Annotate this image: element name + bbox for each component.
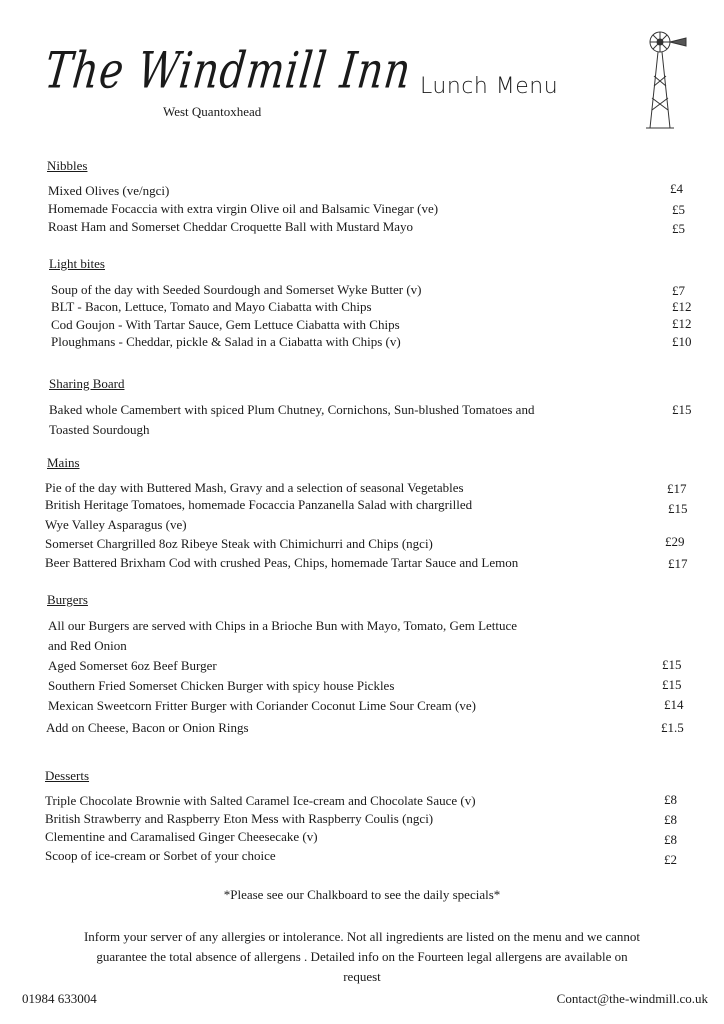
menu-price: £1.5 bbox=[661, 720, 684, 735]
menu-price: £17 bbox=[667, 481, 687, 496]
menu-title: Lunch Menu bbox=[420, 74, 559, 99]
menu-item: BLT - Bacon, Lettuce, Tomato and Mayo Ciabatta with Chips bbox=[51, 299, 372, 314]
logo bbox=[38, 28, 415, 119]
menu-item: Homemade Focaccia with extra virgin Olive oil and Balsamic Vinegar (ve) bbox=[48, 201, 439, 216]
menu-item: Scoop of ice-cream or Sorbet of your choice bbox=[45, 848, 276, 863]
menu-item: Aged Somerset 6oz Beef Burger bbox=[48, 658, 217, 673]
windmill-icon bbox=[636, 26, 690, 130]
section-title-sharing: Sharing Board bbox=[49, 376, 125, 391]
menu-price: £17 bbox=[668, 556, 688, 571]
menu-price: £8 bbox=[664, 792, 677, 807]
menu-price: £12 bbox=[672, 299, 692, 314]
menu-item: Soup of the day with Seeded Sourdough and Somerset Wyke Butter (v) bbox=[51, 282, 422, 297]
menu-item: Triple Chocolate Brownie with Salted Caramel Ice-cream and Chocolate Sauce (v) bbox=[45, 793, 476, 808]
menu-item: Southern Fried Somerset Chicken Burger with spicy house Pickles bbox=[48, 678, 395, 693]
allergy-note-line2: guarantee the total absence of allergens . Detailed info on the Fourteen legal allergens are available on bbox=[96, 949, 628, 964]
menu-price: £5 bbox=[672, 202, 685, 217]
location-subtitle: West Quantoxhead bbox=[163, 104, 262, 119]
menu-price: £7 bbox=[672, 283, 685, 298]
specials-note: *Please see our Chalkboard to see the daily specials* bbox=[223, 887, 501, 902]
menu-item: British Heritage Tomatoes, homemade Focaccia Panzanella Salad with chargrilled bbox=[45, 497, 473, 512]
menu-item: Pie of the day with Buttered Mash, Gravy and a selection of seasonal Vegetables bbox=[45, 480, 464, 495]
menu-item: Somerset Chargrilled 8oz Ribeye Steak with Chimichurri and Chips (ngci) bbox=[45, 536, 433, 551]
menu-item: Cod Goujon - With Tartar Sauce, Gem Lettuce Ciabatta with Chips bbox=[51, 317, 400, 332]
section-title-mains: Mains bbox=[47, 455, 80, 470]
menu-item: Clementine and Caramalised Ginger Cheesecake (v) bbox=[45, 829, 318, 844]
logo-text: The Windmill Inn bbox=[41, 42, 415, 100]
section-title-nibbles: Nibbles bbox=[47, 158, 88, 173]
menu-price: £15 bbox=[662, 657, 682, 672]
menu-item-continued: Wye Valley Asparagus (ve) bbox=[45, 517, 187, 532]
menu-price: £8 bbox=[664, 812, 677, 827]
menu-price: £14 bbox=[664, 697, 684, 712]
menu-item: Baked whole Camembert with spiced Plum Chutney, Cornichons, Sun-blushed Tomatoes and bbox=[49, 402, 535, 417]
menu-price: £5 bbox=[672, 221, 685, 236]
menu-item: Mexican Sweetcorn Fritter Burger with Coriander Coconut Lime Sour Cream (ve) bbox=[48, 698, 476, 713]
menu-price: £4 bbox=[670, 181, 683, 196]
menu-item: Ploughmans - Cheddar, pickle & Salad in a Ciabatta with Chips (v) bbox=[51, 334, 401, 349]
menu-price: £15 bbox=[672, 402, 692, 417]
phone-number: 01984 633004 bbox=[22, 991, 97, 1006]
section-title-desserts: Desserts bbox=[45, 768, 90, 783]
menu-price: £8 bbox=[664, 832, 677, 847]
menu-item: Roast Ham and Somerset Cheddar Croquette Ball with Mustard Mayo bbox=[48, 219, 414, 234]
allergy-note-line3: request bbox=[343, 969, 381, 984]
section-title-light-bites: Light bites bbox=[49, 256, 105, 271]
menu-price: £15 bbox=[668, 501, 688, 516]
menu-price: £12 bbox=[672, 316, 692, 331]
menu-item: British Strawberry and Raspberry Eton Mess with Raspberry Coulis (ngci) bbox=[45, 811, 434, 826]
contact-email[interactable]: Contact@the-windmill.co.uk bbox=[556, 991, 708, 1006]
menu-price: £29 bbox=[665, 534, 685, 549]
section-title-burgers: Burgers bbox=[47, 592, 88, 607]
allergy-note-line1: Inform your server of any allergies or intolerance. Not all ingredients are listed on the menu and we cannot bbox=[83, 929, 641, 944]
menu-item: Add on Cheese, Bacon or Onion Rings bbox=[46, 720, 249, 735]
menu-price: £15 bbox=[662, 677, 682, 692]
burgers-intro: All our Burgers are served with Chips in a Brioche Bun with Mayo, Tomato, Gem Lettuce bbox=[48, 618, 518, 633]
menu-price: £2 bbox=[664, 852, 677, 867]
menu-item: Beer Battered Brixham Cod with crushed Peas, Chips, homemade Tartar Sauce and Lemon bbox=[45, 555, 519, 570]
burgers-intro-continued: and Red Onion bbox=[48, 638, 127, 653]
menu-item: Mixed Olives (ve/ngci) bbox=[48, 183, 170, 198]
menu-item-continued: Toasted Sourdough bbox=[49, 422, 150, 437]
menu-price: £10 bbox=[672, 334, 692, 349]
